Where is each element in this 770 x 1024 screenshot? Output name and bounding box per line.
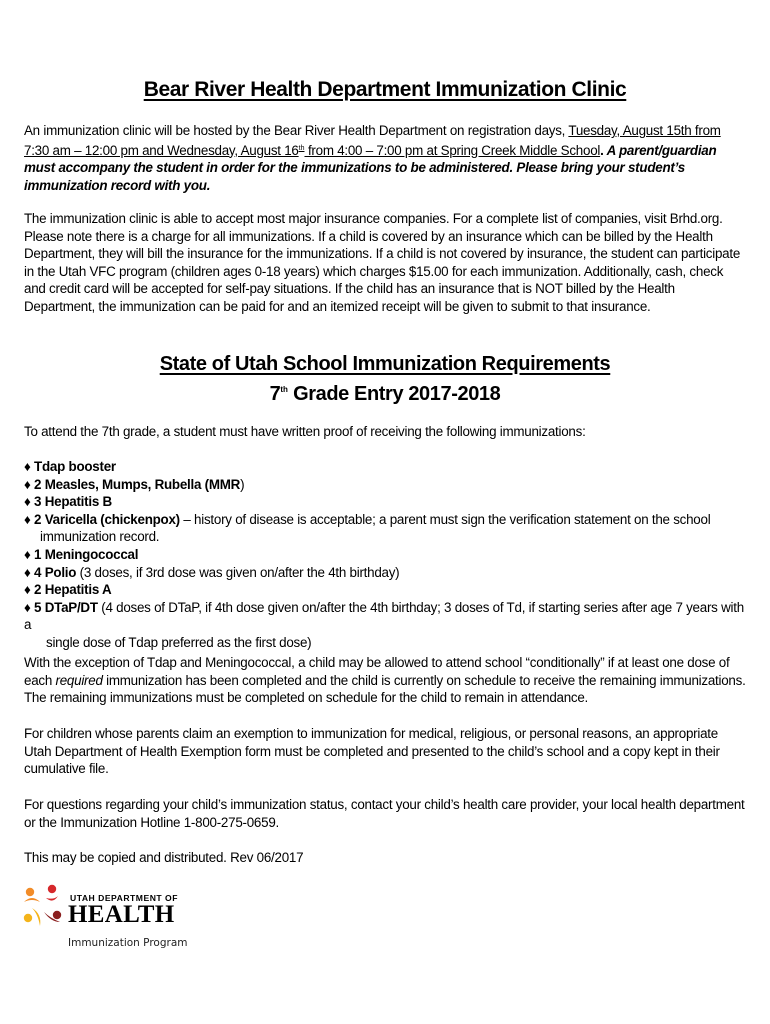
health-people-icon	[20, 882, 66, 932]
clinic-title: Bear River Health Department Immunization Clinic	[143, 78, 627, 101]
clinic-period: .	[600, 142, 604, 158]
requirements-subtitle	[24, 377, 746, 407]
logo-health: HEALTH	[68, 901, 175, 928]
revision-note: This may be copied and distributed. Rev 06/2017	[24, 850, 304, 865]
p-red-shape	[46, 896, 58, 901]
utah-health-logo	[20, 882, 220, 954]
list-item: ♦ 1 Meningococcal	[24, 546, 139, 562]
p-or-top-shape	[24, 898, 40, 902]
clinic-dates-2: from 4:00 – 7:00 pm at Spring Creek Middle School	[304, 142, 601, 158]
required-emphasis: required	[55, 672, 103, 688]
clinic-parent-notice: A parent/guardian must accompany the student in order for the immunizations to be administered. Please bring your student’s immunization record with you.	[24, 142, 717, 193]
questions-paragraph: For questions regarding your child’s immunization status, contact your child’s health care provider, your local health department or the Immunization Hotline 1-800-275-0659.	[24, 797, 745, 830]
logo-department: UTAH DEPARTMENT OF	[70, 893, 178, 903]
c-or-top-shape	[26, 888, 34, 896]
list-item: ♦ 2 Varicella (chickenpox) – history of disease is acceptable; a parent must sign the verification statement on the school immunization record.	[24, 511, 746, 546]
c-dark-shape	[53, 911, 61, 919]
grade-suffix: th	[280, 385, 288, 394]
list-item: ♦ 5 DTaP/DT (4 doses of DTaP, if 4th dose given on/after the 4th birthday; 3 doses of Td, if starting series after age 7 years with a single dose of Tdap preferred as the first dose)	[24, 599, 746, 652]
list-item-continuation: immunization record.	[40, 529, 160, 545]
clinic-dates-1: Tuesday, August 15th from 7:30 am – 12:00 pm and Wednesday, August 16	[24, 123, 721, 158]
clinic-intro-text: An immunization clinic will be hosted by the Bear River Health Department on registration days,	[24, 123, 569, 138]
list-item: ♦ 2 Hepatitis A	[24, 582, 112, 598]
list-item: ♦ 4 Polio (3 doses, if 3rd dose was given on/after the 4th birthday)	[24, 564, 400, 580]
grade-number: 7	[269, 383, 281, 405]
grade-entry-text: Grade Entry 2017-2018	[287, 383, 501, 405]
list-item: ♦ 2 Measles, Mumps, Rubella (MMR)	[24, 476, 245, 492]
c-red-shape	[48, 885, 56, 893]
clinic-paragraph-1	[24, 122, 746, 194]
requirements-intro: To attend the 7th grade, a student must have written proof of receiving the following immunizations:	[24, 424, 586, 439]
clinic-paragraph-2: The immunization clinic is able to accept most major insurance companies. For a complete list of companies, visit Brhd.org. Please note there is a charge for all immunizations. If a child is covered by an insurance which can be billed by the Health Department, they will bill the insurance for the immunizations. If a child is not covered by insurance, the student can participate in the Utah VFC program (children ages 0-18 years) which charges $15.00 for each immunization. Additionally, cash, check and credit card will be accepted for self-pay situations. If the child has an insurance that is NOT billed by the Health Department, the immunization can be paid for and an itemized receipt will be given to submit to that insurance.	[24, 211, 741, 314]
clinic-date-suffix: th	[298, 144, 305, 152]
list-item: ♦ Tdap booster	[24, 459, 116, 474]
immunization-list	[24, 458, 746, 652]
conditional-paragraph: With the exception of Tdap and Meningococcal, a child may be allowed to attend school “conditionally” if at least one dose of each required immunization has been completed and the child is currently on schedule to receive the remaining immunizations. The remaining immunizations must be completed on schedule for the child to remain in attendance.	[24, 655, 746, 706]
p-yel-shape	[32, 908, 40, 926]
exemption-paragraph: For children whose parents claim an exemption to immunization for medical, religious, or personal reasons, an appropriate Utah Department of Health Exemption form must be completed and presented to the child’s school and a copy kept in their cumulative file.	[24, 726, 720, 777]
c-yel-shape	[24, 914, 32, 922]
requirements-title: State of Utah School Immunization Requirements	[159, 353, 611, 375]
list-item-continuation: single dose of Tdap preferred as the first dose)	[46, 634, 312, 650]
logo-program: Immunization Program	[68, 937, 188, 949]
list-item: ♦ 3 Hepatitis B	[24, 494, 112, 510]
